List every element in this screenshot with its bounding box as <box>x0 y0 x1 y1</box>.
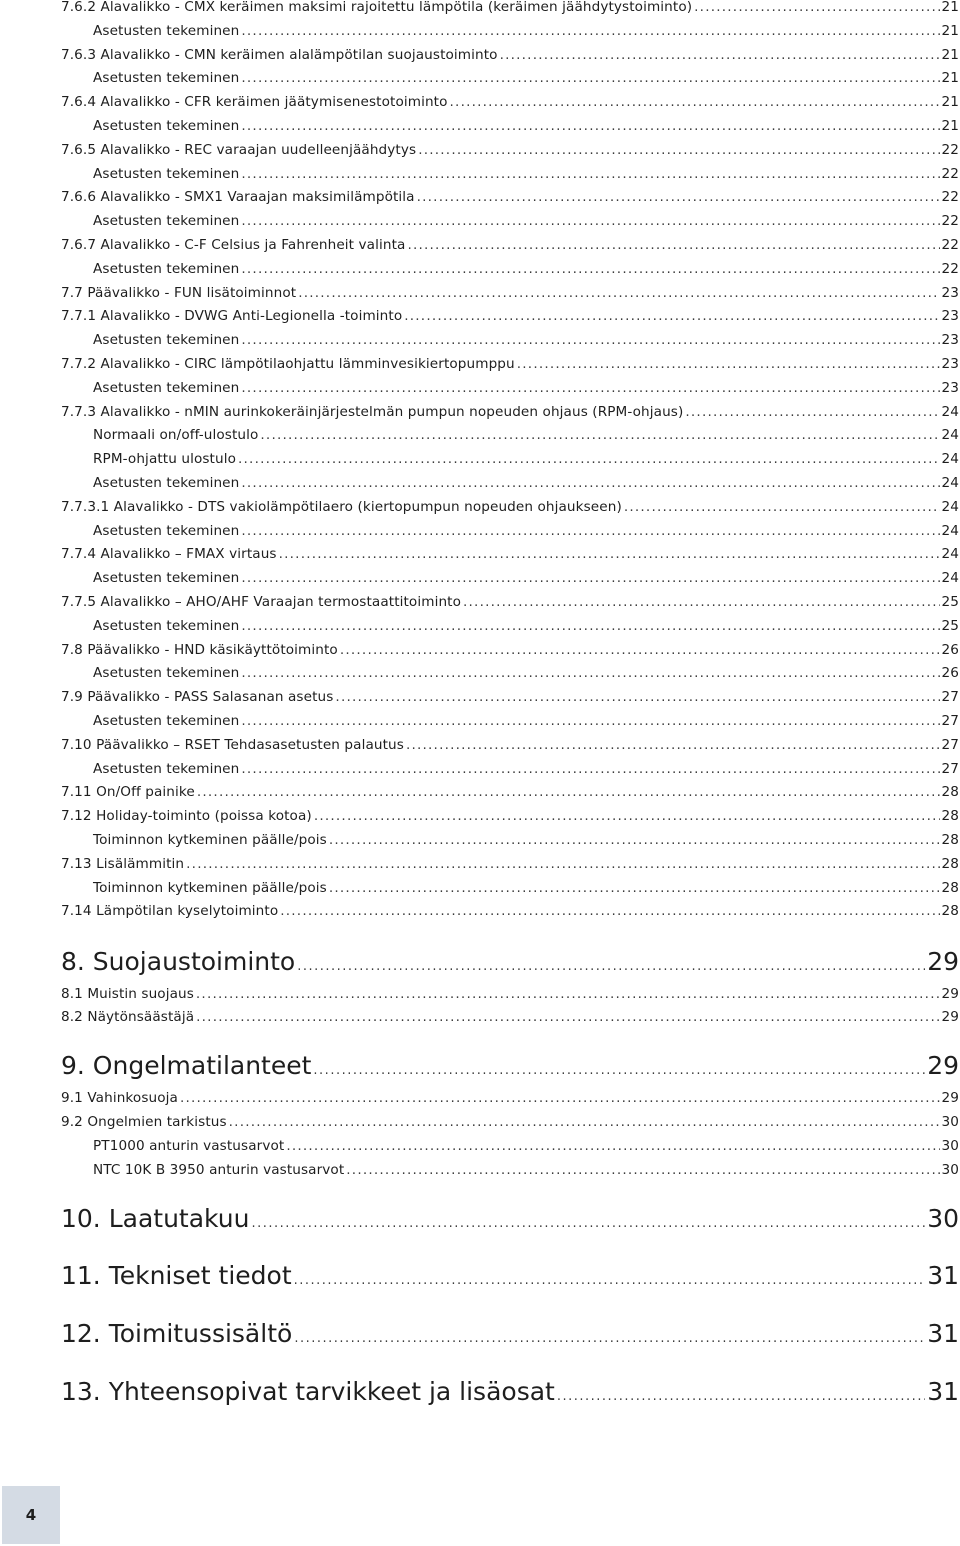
dot-leader <box>404 305 939 329</box>
toc-entry-page: 23 <box>941 284 959 301</box>
toc-entry-title: Asetusten tekeminen <box>93 379 240 396</box>
toc-entry-page: 27 <box>941 760 959 777</box>
toc-entry-title: 7.14 Lämpötilan kyselytoiminto <box>61 903 279 920</box>
toc-entry-title: 11. Tekniset tiedot <box>61 1261 292 1290</box>
toc-entry-page: 21 <box>941 118 959 134</box>
toc-section[interactable] <box>61 734 959 758</box>
toc-entry-page: 23 <box>941 356 959 372</box>
toc-entry-title: 7.9 Päävalikko - PASS Salasanan asetus <box>61 689 334 706</box>
toc-subsection[interactable] <box>61 1135 959 1159</box>
dot-leader <box>406 734 940 758</box>
toc-subsection[interactable] <box>61 163 959 187</box>
toc-subsection[interactable] <box>61 710 959 734</box>
toc-chapter[interactable] <box>61 947 959 977</box>
toc-section[interactable] <box>61 686 959 710</box>
toc-entry-page: 31 <box>927 1319 959 1348</box>
toc-subsection[interactable] <box>61 210 959 234</box>
toc-entry-title: Toiminnon kytkeminen päälle/pois <box>93 832 327 848</box>
toc-entry-page: 24 <box>941 475 959 491</box>
toc-entry-title: Asetusten tekeminen <box>93 760 240 777</box>
toc-entry-title: 8. Suojaustoiminto <box>61 947 296 976</box>
toc-entry-title: Asetusten tekeminen <box>93 22 240 39</box>
dot-leader <box>298 282 939 306</box>
dot-leader <box>313 1051 925 1086</box>
toc-entry-page: 29 <box>927 947 959 976</box>
toc-subsection[interactable] <box>61 615 959 639</box>
toc-entry-title: 9.2 Ongelmien tarkistus <box>61 1114 227 1130</box>
toc-subsection[interactable] <box>61 258 959 282</box>
toc-entry-title: 7.7.2 Alavalikko - CIRC lämpötilaohjattu lämminvesikiertopumppu <box>61 356 515 372</box>
toc-section[interactable] <box>61 639 959 663</box>
toc-entry-title: 8.1 Muistin suojaus <box>61 986 194 1002</box>
toc-subsection[interactable] <box>61 567 959 591</box>
toc-entry-page: 30 <box>927 1204 959 1233</box>
dot-leader <box>241 758 939 782</box>
toc-entry-title: 7.7 Päävalikko - FUN lisätoiminnot <box>61 284 297 301</box>
toc-section[interactable] <box>61 305 959 329</box>
toc-entry-title: PT1000 anturin vastusarvot <box>93 1138 285 1154</box>
dot-leader <box>286 1135 939 1159</box>
dot-leader <box>624 496 940 520</box>
dot-leader <box>241 520 939 544</box>
dot-leader <box>251 1204 925 1239</box>
dot-leader <box>196 1006 939 1030</box>
toc-entry-page: 23 <box>941 332 959 349</box>
toc-section[interactable] <box>61 282 959 306</box>
toc-entry-page: 27 <box>941 689 959 706</box>
toc-section[interactable] <box>61 234 959 258</box>
toc-entry-page: 28 <box>941 784 959 801</box>
toc-entry-page: 21 <box>941 70 959 87</box>
toc-entry-title: Asetusten tekeminen <box>93 665 240 682</box>
page-number: 4 <box>25 1506 37 1524</box>
toc-entry-title: 13. Yhteensopivat tarvikkeet ja lisäosat <box>61 1377 555 1406</box>
toc-entry-page: 23 <box>941 379 959 396</box>
dot-leader <box>335 686 939 710</box>
toc-section[interactable] <box>61 805 959 829</box>
toc-entry-title: 7.10 Päävalikko – RSET Tehdasasetusten palautus <box>61 736 404 753</box>
toc-subsection[interactable] <box>61 877 959 901</box>
toc-entry-page: 31 <box>927 1377 959 1406</box>
toc-entry-page: 29 <box>941 986 959 1002</box>
toc-subsection[interactable] <box>61 520 959 544</box>
toc-section[interactable] <box>61 853 959 877</box>
toc-entry-page: 24 <box>941 427 959 444</box>
dot-leader <box>297 947 925 982</box>
toc-entry-page: 21 <box>941 94 959 111</box>
toc-entry-title: Asetusten tekeminen <box>93 570 240 587</box>
dot-leader <box>463 591 939 615</box>
toc-entry-page: 29 <box>941 1009 959 1025</box>
toc-section[interactable] <box>61 1111 959 1135</box>
dot-leader <box>241 567 939 591</box>
toc-subsection[interactable] <box>61 662 959 686</box>
toc-entry-title: Asetusten tekeminen <box>93 332 240 349</box>
dot-leader <box>241 115 939 139</box>
toc-entry-title: RPM-ohjattu ulostulo <box>93 451 236 468</box>
toc-subsection[interactable] <box>61 758 959 782</box>
toc-entry-page: 24 <box>941 451 959 468</box>
toc-entry-page: 29 <box>927 1051 959 1080</box>
toc-section[interactable] <box>61 591 959 615</box>
toc-section[interactable] <box>61 44 959 68</box>
toc-entry-title: 7.7.1 Alavalikko - DVWG Anti-Legionella -toiminto <box>61 308 403 325</box>
toc-section[interactable] <box>61 1087 959 1111</box>
toc-entry-page: 24 <box>941 522 959 539</box>
toc-entry-title: 7.7.5 Alavalikko – AHO/AHF Varaajan termostaattitoiminto <box>61 594 462 610</box>
toc-subsection[interactable] <box>61 20 959 44</box>
toc-entry-title: 7.6.6 Alavalikko - SMX1 Varaajan maksimilämpötila <box>61 189 415 206</box>
toc-entry-title: 12. Toimitussisältö <box>61 1319 293 1348</box>
toc-chapter[interactable] <box>61 1319 959 1349</box>
dot-leader <box>241 20 939 44</box>
toc-chapter[interactable] <box>61 1377 959 1407</box>
toc-entry-page: 22 <box>941 165 959 182</box>
toc-section[interactable] <box>61 983 959 1007</box>
toc-entry-page: 27 <box>941 713 959 729</box>
toc-entry-title: Asetusten tekeminen <box>93 260 240 277</box>
dot-leader <box>238 448 940 472</box>
dot-leader <box>346 1159 939 1183</box>
toc-entry-title: Asetusten tekeminen <box>93 713 240 729</box>
toc-section[interactable] <box>61 1006 959 1030</box>
toc-entry-title: Asetusten tekeminen <box>93 213 240 230</box>
toc-section[interactable] <box>61 543 959 567</box>
dot-leader <box>241 329 939 353</box>
dot-leader <box>417 186 940 210</box>
toc-entry-page: 31 <box>927 1261 959 1290</box>
toc-entry-page: 29 <box>941 1090 959 1106</box>
dot-leader <box>329 829 940 853</box>
toc-entry-page: 28 <box>941 808 959 825</box>
toc-entry-page: 26 <box>941 641 959 658</box>
dot-leader <box>280 900 939 924</box>
toc-chapter[interactable] <box>61 1204 959 1234</box>
toc-entry-title: 7.6.4 Alavalikko - CFR keräimen jäätymisenestotoiminto <box>61 94 448 111</box>
toc-entry-page: 24 <box>941 403 959 420</box>
toc-entry-page: 22 <box>941 260 959 277</box>
dot-leader <box>197 781 940 805</box>
toc-entry-page: 22 <box>941 237 959 253</box>
toc-section[interactable] <box>61 139 959 163</box>
dot-leader <box>241 710 939 734</box>
toc-subsection[interactable] <box>61 1159 959 1183</box>
toc-entry-title: Asetusten tekeminen <box>93 165 240 182</box>
dot-leader <box>450 91 940 115</box>
toc-section[interactable] <box>61 186 959 210</box>
page-number-box <box>2 1486 60 1544</box>
toc-entry-page: 21 <box>941 0 959 15</box>
toc-entry-title: Asetusten tekeminen <box>93 118 240 134</box>
toc-entry-page: 24 <box>941 546 959 563</box>
toc-entry-title: 9.1 Vahinkosuoja <box>61 1090 178 1106</box>
toc-section[interactable] <box>61 401 959 425</box>
toc-entry-page: 26 <box>941 665 959 682</box>
toc-entry-page: 28 <box>941 903 959 920</box>
toc-entry-title: 10. Laatutakuu <box>61 1204 250 1233</box>
toc-entry-title: 8.2 Näytönsäästäjä <box>61 1009 195 1025</box>
toc-entry-title: 7.6.3 Alavalikko - CMN keräimen alalämpötilan suojaustoiminto <box>61 46 498 63</box>
dot-leader <box>294 1261 926 1296</box>
dot-leader <box>500 44 940 68</box>
toc-entry-title: Asetusten tekeminen <box>93 70 240 87</box>
toc-section[interactable] <box>61 781 959 805</box>
toc-entry-title: 7.7.3 Alavalikko - nMIN aurinkokeräinjärjestelmän pumpun nopeuden ohjaus (RPM-ohjaus) <box>61 403 684 420</box>
toc-entry-page: 28 <box>941 855 959 872</box>
dot-leader <box>241 163 939 187</box>
toc-subsection[interactable] <box>61 472 959 496</box>
dot-leader <box>557 1377 925 1412</box>
dot-leader <box>279 543 940 567</box>
dot-leader <box>241 662 939 686</box>
toc-subsection[interactable] <box>61 377 959 401</box>
dot-leader <box>241 472 939 496</box>
toc-entry-title: Normaali on/off-ulostulo <box>93 427 259 444</box>
dot-leader <box>229 1111 940 1135</box>
dot-leader <box>241 615 939 639</box>
toc-entry-page: 24 <box>941 498 959 515</box>
toc-entry-page: 21 <box>941 46 959 63</box>
toc-entry-page: 30 <box>941 1114 959 1130</box>
toc-entry-page: 22 <box>941 141 959 158</box>
toc-entry-page: 21 <box>941 22 959 39</box>
toc-chapter[interactable] <box>61 1261 959 1291</box>
toc-entry-page: 25 <box>941 617 959 634</box>
dot-leader <box>329 877 940 901</box>
toc-entry-page: 30 <box>941 1162 959 1178</box>
dot-leader <box>517 353 940 377</box>
toc-entry-title: 7.6.5 Alavalikko - REC varaajan uudelleenjäähdytys <box>61 141 417 158</box>
dot-leader <box>294 1319 925 1354</box>
toc-subsection[interactable] <box>61 115 959 139</box>
dot-leader <box>685 401 939 425</box>
toc-section[interactable] <box>61 0 959 20</box>
toc-entry-title: Asetusten tekeminen <box>93 617 240 634</box>
dot-leader <box>694 0 939 20</box>
toc-entry-title: 7.6.7 Alavalikko - C-F Celsius ja Fahrenheit valinta <box>61 237 406 253</box>
toc-subsection[interactable] <box>61 448 959 472</box>
toc-subsection[interactable] <box>61 329 959 353</box>
toc-entry-title: 7.12 Holiday-toiminto (poissa kotoa) <box>61 808 312 825</box>
toc-entry-page: 24 <box>941 570 959 587</box>
toc-section[interactable] <box>61 496 959 520</box>
toc-subsection[interactable] <box>61 67 959 91</box>
dot-leader <box>241 210 939 234</box>
toc-entry-title: Toiminnon kytkeminen päälle/pois <box>93 879 327 896</box>
dot-leader <box>180 1087 940 1111</box>
toc-entry-page: 22 <box>941 213 959 230</box>
toc-subsection[interactable] <box>61 424 959 448</box>
toc-entry-page: 28 <box>941 832 959 848</box>
toc-entry-title: 9. Ongelmatilanteet <box>61 1051 312 1080</box>
dot-leader <box>260 424 939 448</box>
toc-entry-title: 7.13 Lisälämmitin <box>61 855 185 872</box>
toc-entry-title: NTC 10K B 3950 anturin vastusarvot <box>93 1162 345 1178</box>
toc-section[interactable] <box>61 91 959 115</box>
toc-entry-page: 23 <box>941 308 959 325</box>
dot-leader <box>186 853 939 877</box>
toc-section[interactable] <box>61 353 959 377</box>
toc-section[interactable] <box>61 900 959 924</box>
toc-entry-title: 7.7.4 Alavalikko – FMAX virtaus <box>61 546 277 563</box>
toc-entry-title: 7.11 On/Off painike <box>61 784 195 801</box>
toc-subsection[interactable] <box>61 829 959 853</box>
dot-leader <box>241 377 939 401</box>
toc-entry-title: 7.8 Päävalikko - HND käsikäyttötoiminto <box>61 641 338 658</box>
dot-leader <box>196 983 940 1007</box>
toc-entry-title: 7.7.3.1 Alavalikko - DTS vakiolämpötilaero (kiertopumpun nopeuden ohjaukseen) <box>61 498 622 515</box>
dot-leader <box>418 139 939 163</box>
toc-entry-title: 7.6.2 Alavalikko - CMX keräimen maksimi rajoitettu lämpötila (keräimen jäähdytystoiminto) <box>61 0 693 15</box>
dot-leader <box>314 805 940 829</box>
toc-entry-page: 27 <box>941 736 959 753</box>
toc-entry-page: 22 <box>941 189 959 206</box>
dot-leader <box>340 639 940 663</box>
toc-entry-page: 25 <box>941 594 959 610</box>
toc-entry-title: Asetusten tekeminen <box>93 522 240 539</box>
dot-leader <box>241 258 939 282</box>
toc-chapter[interactable] <box>61 1051 959 1081</box>
dot-leader <box>407 234 939 258</box>
toc-entry-title: Asetusten tekeminen <box>93 475 240 491</box>
dot-leader <box>241 67 939 91</box>
toc-entry-page: 28 <box>941 879 959 896</box>
toc-entry-page: 30 <box>941 1138 959 1154</box>
